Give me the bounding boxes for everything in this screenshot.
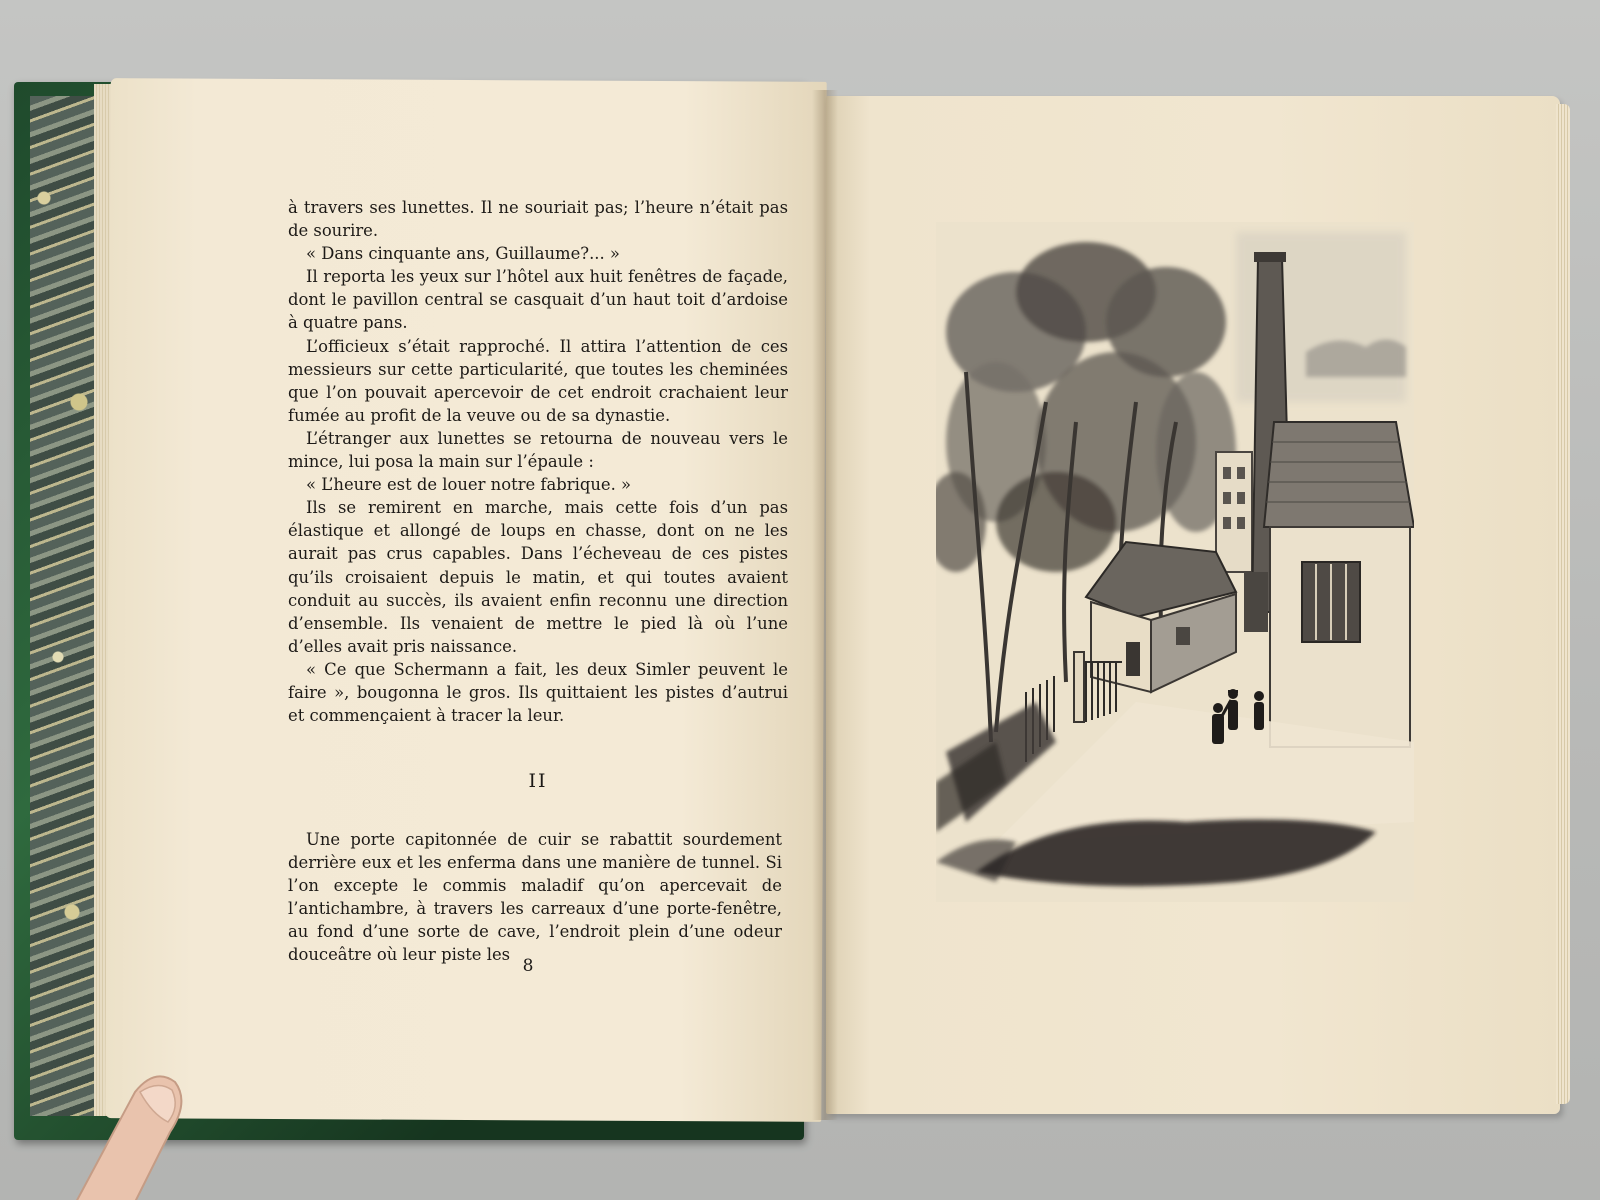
marbled-endpaper [30, 96, 102, 1116]
paragraph: Une porte capitonnée de cuir se rabattit sourdement derrière eux et les enferma dans une manière de tunnel. Si l’on excepte le commis maladif qu’on apercevait de l’antichambre, à travers les carreaux d’une porte-fenêtre, au fond d’une sorte de cave, l’endroit plein d’une odeur douceâtre où leur piste les [288, 830, 782, 965]
paragraph: Il reporta les yeux sur l’hôtel aux huit fenêtres de façade, dont le pavillon central se casquait d’un haut toit d’ardoise à quatre pans. [288, 267, 788, 333]
book-gutter [812, 90, 838, 1120]
chapter-heading: II [528, 770, 548, 792]
tree-canopy [936, 242, 1236, 572]
paragraph: à travers ses lunettes. Il ne souriait pas; l’heure n’était pas de sourire. [288, 198, 788, 241]
factory-roof [1264, 422, 1414, 527]
paragraph: « Dans cinquante ans, Guillaume?... » [306, 244, 620, 264]
page-number: 8 [522, 956, 534, 976]
right-page-edges [1556, 104, 1570, 1104]
smoke-cloud [1306, 340, 1406, 378]
lithograph-illustration [936, 222, 1414, 902]
small-house-door [1126, 642, 1140, 676]
paragraph: L’officieux s’était rapproché. Il attira l’attention de ces messieurs sur cette particularité, que toutes les cheminées que l’on pouvait apercevoir de cet endroit crachaient leur fumée au profit de la veuve ou de sa dynastie. [288, 336, 788, 425]
chimney-cap [1254, 252, 1286, 262]
paragraph: Ils se remirent en marche, mais cette fois d’un pas élastique et allongé de loups en chasse, dont on ne les aurait pas crus capables. Dans l’écheveau de ces pistes qu’ils croisaient depuis le matin, et qui toutes avaient conduit au succès, ils avaient enfin reconnu une direction d’ensemble. Ils venaient de mettre le pied là où l’une d’elles avait pris naissance. [288, 498, 788, 656]
distant-building [1216, 452, 1252, 572]
gate-pillar [1074, 652, 1084, 722]
paragraph: « Ce que Schermann a fait, les deux Simler peuvent le faire », bougonna le gros. Ils quittaient les pistes d’autrui et commençaient à tracer la leur. [288, 659, 788, 726]
small-house-window [1176, 627, 1190, 645]
body-text-bottom [288, 828, 782, 967]
paragraph: « L’heure est de louer notre fabrique. » [306, 475, 632, 495]
thumb [40, 1052, 190, 1200]
paragraph: L’étranger aux lunettes se retourna de nouveau vers le mince, lui posa la main sur l’épaule : [288, 428, 788, 472]
body-text-top [288, 196, 788, 727]
chimney-base [1244, 572, 1268, 632]
